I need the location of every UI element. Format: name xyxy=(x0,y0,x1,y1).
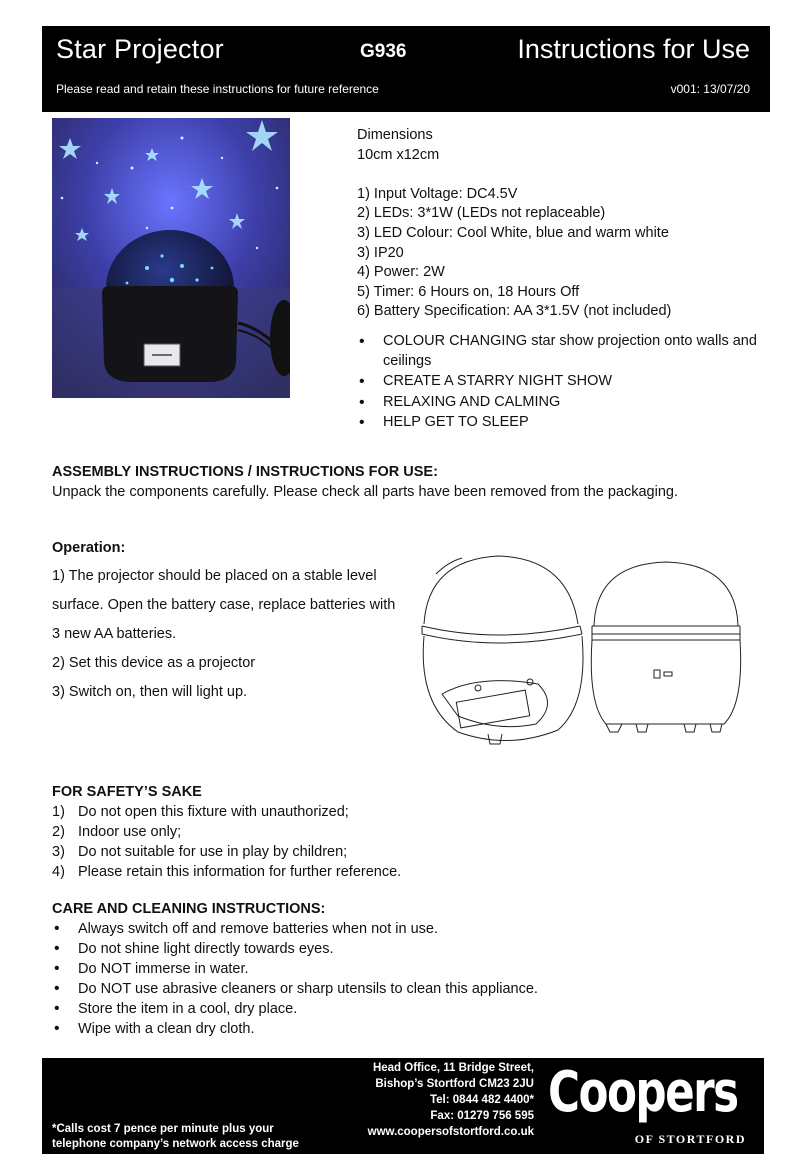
safety-item xyxy=(52,802,762,822)
spec-item: 3) LED Colour: Cool White, blue and warm white xyxy=(357,224,669,241)
care-item: • Wipe with a clean dry cloth. xyxy=(52,1019,762,1039)
assembly-text: Unpack the components carefully. Please check all parts have been removed from the packaging. xyxy=(52,484,678,500)
care-section xyxy=(52,899,762,1039)
operation-line: 2) Set this device as a projector xyxy=(52,655,256,671)
header-subtitle: Please read and retain these instructions for future reference xyxy=(56,82,379,96)
feature-item: • HELP GET TO SLEEP xyxy=(357,413,757,433)
spec-item: 1) Input Voltage: DC4.5V xyxy=(357,185,518,202)
safety-text: Do not suitable for use in play by children; xyxy=(78,844,348,860)
operation-line: 3 new AA batteries. xyxy=(52,626,177,642)
operation-line: surface. Open the battery case, replace batteries with xyxy=(52,597,396,613)
safety-num: 3) xyxy=(52,844,65,860)
care-item: • Always switch off and remove batteries when not in use. xyxy=(52,919,762,939)
safety-list xyxy=(52,802,762,882)
spec-item: 5) Timer: 6 Hours on, 18 Hours Off xyxy=(357,283,580,300)
phone-number: Tel: 0844 482 4400* xyxy=(429,1094,534,1106)
assembly-heading: ASSEMBLY INSTRUCTIONS / INSTRUCTIONS FOR USE: xyxy=(52,464,438,480)
dimensions-value: 10cm x12cm xyxy=(357,146,440,163)
spec-item: 6) Battery Specification: AA 3*1.5V (not included) xyxy=(357,303,672,320)
safety-item xyxy=(52,822,762,842)
office-address xyxy=(358,1060,534,1140)
coopers-logo xyxy=(542,1060,762,1152)
address-line: Bishop’s Stortford CM23 2JU xyxy=(375,1078,534,1090)
spec-item: 4) Power: 2W xyxy=(357,264,445,281)
address-line: Head Office, 11 Bridge Street, xyxy=(372,1062,534,1074)
safety-item xyxy=(52,842,762,862)
note-line: *Calls cost 7 pence per minute plus your xyxy=(52,1123,274,1135)
feature-item: • COLOUR CHANGING star show projection onto walls and ceilings xyxy=(357,332,757,371)
safety-text: Please retain this information for further reference. xyxy=(78,864,402,880)
dimensions-label: Dimensions xyxy=(357,127,433,143)
call-charge-note xyxy=(52,1122,299,1152)
website-link: www.coopersofstortford.co.uk xyxy=(367,1126,534,1138)
operation-steps xyxy=(52,566,412,711)
product-title: Star Projector xyxy=(56,34,224,64)
version-date: v001: 13/07/20 xyxy=(670,82,750,96)
care-item: • Store the item in a cool, dry place. xyxy=(52,999,762,1019)
specifications xyxy=(357,126,757,434)
care-item: • Do NOT use abrasive cleaners or sharp utensils to clean this appliance. xyxy=(52,979,762,999)
spec-item: 3) IP20 xyxy=(357,244,404,261)
product-code: G936 xyxy=(360,41,407,62)
care-item: • Do not shine light directly towards eyes. xyxy=(52,939,762,959)
operation-line: 1) The projector should be placed on a stable level xyxy=(52,568,377,584)
safety-item xyxy=(52,862,762,882)
brand-name: Coopers xyxy=(548,1060,738,1125)
care-list xyxy=(52,919,762,1039)
product-line-drawings xyxy=(418,554,748,750)
brand-subtitle: OF STORTFORD xyxy=(634,1132,746,1146)
feature-item: • RELAXING AND CALMING xyxy=(357,393,757,413)
assembly-section xyxy=(52,462,762,502)
operation-line: 3) Switch on, then will light up. xyxy=(52,684,248,700)
safety-text: Do not open this fixture with unauthorized; xyxy=(78,804,349,820)
safety-section xyxy=(52,782,762,882)
header-banner xyxy=(42,26,770,112)
safety-text: Indoor use only; xyxy=(78,824,182,840)
spec-item: 2) LEDs: 3*1W (LEDs not replaceable) xyxy=(357,205,606,222)
safety-heading: FOR SAFETY’S SAKE xyxy=(52,784,202,800)
footer-banner xyxy=(42,1058,764,1154)
operation-heading: Operation: xyxy=(52,540,126,556)
fax-number: Fax: 01279 756 595 xyxy=(430,1110,534,1122)
note-line: telephone company’s network access charge xyxy=(52,1138,299,1150)
product-photo xyxy=(52,118,290,398)
safety-num: 1) xyxy=(52,804,65,820)
feature-item: • CREATE A STARRY NIGHT SHOW xyxy=(357,372,757,392)
document-title: Instructions for Use xyxy=(517,34,750,64)
safety-num: 4) xyxy=(52,864,65,880)
safety-num: 2) xyxy=(52,824,65,840)
feature-list xyxy=(357,332,757,433)
care-item: • Do NOT immerse in water. xyxy=(52,959,762,979)
care-heading: CARE AND CLEANING INSTRUCTIONS: xyxy=(52,901,326,917)
